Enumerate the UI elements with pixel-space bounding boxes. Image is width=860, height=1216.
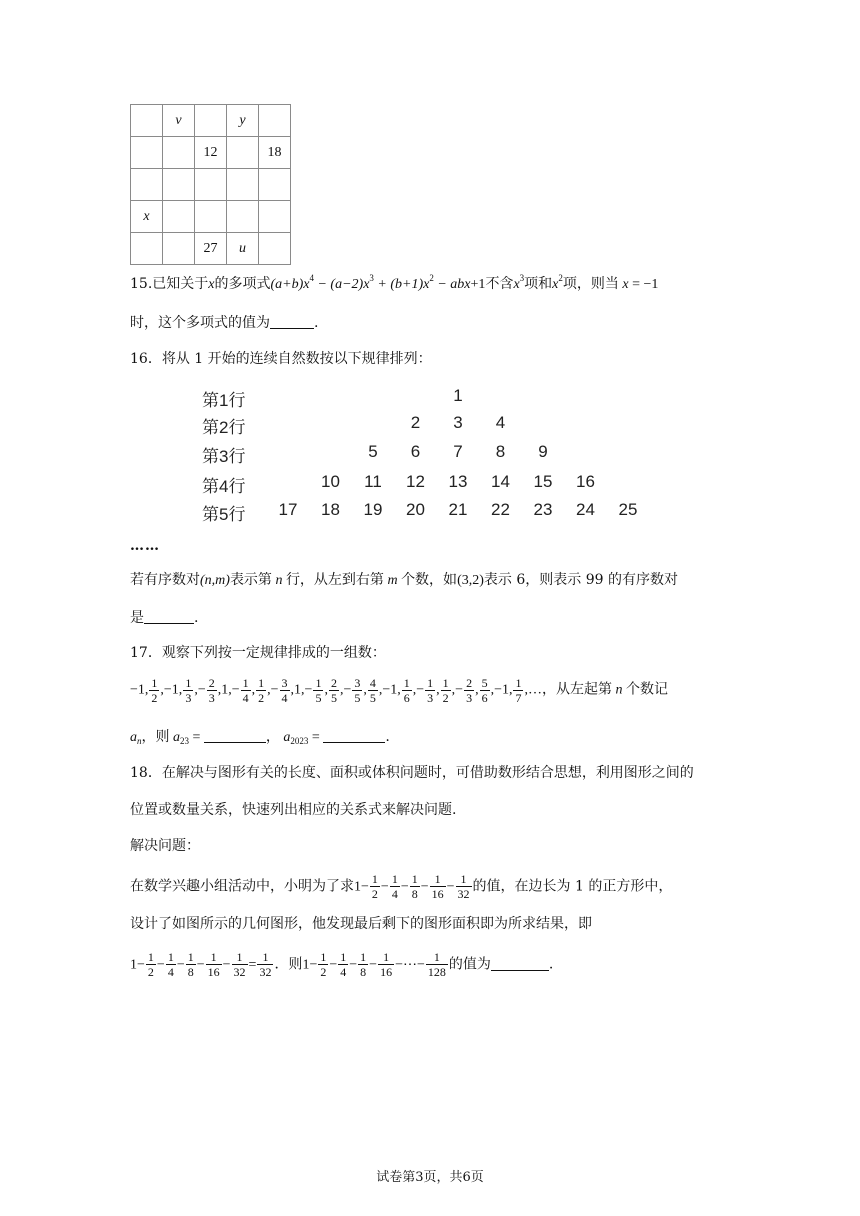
q18-line5: 设计了如图所示的几何图形，他发现最后剩下的图形面积即为所求结果，即 [130,916,592,932]
triangle-number: 10 [321,472,340,491]
triangle-number: 8 [495,442,506,461]
triangle-number: 2 [410,413,421,432]
triangle-number: 1 [453,386,463,405]
page-footer: 试卷第3页，共6页 [376,1170,484,1185]
row-label: 第3行 [202,447,246,466]
grid-cell [163,233,195,265]
grid-cell [195,201,227,233]
triangle-number: 17 [278,500,298,519]
answer-blank[interactable] [491,956,549,971]
grid-cell [227,137,259,169]
grid-row [131,233,291,265]
number-grid [130,104,291,265]
number-triangle [196,380,656,530]
grid-row [131,137,291,169]
triangle-number: 11 [364,472,382,491]
grid-cell: u [227,233,259,265]
triangle-number: 5 [368,442,378,461]
triangle-number: 6 [410,442,421,461]
grid-cell: 12 [195,137,227,169]
grid-cell [131,233,163,265]
grid-cell [195,105,227,137]
ellipsis: …… [130,538,160,554]
grid-row [131,105,291,137]
grid-cell: x [131,201,163,233]
grid-cell [259,201,291,233]
triangle-number: 15 [533,472,553,491]
triangle-number: 13 [448,472,468,491]
triangle-number: 16 [576,472,595,491]
q17-sequence: −1, $\frac{1}{2}$ ,−1, $\frac{1}{3}$ ,− $\frac{2}{3}$ ,1,− $\frac{1}{4}$ , $\frac{1}{2}$ ,− $\frac{3}{4}$ ,1,− $\frac{1}{5}$ , $\frac{2}{5}$ ,− $\frac{3}{5}$ , $\frac{4}{5}$ ,−1, $\frac{1}{6}$ ,− $\frac{1}{3}$ , $\frac{1}{2}$ ,− $\frac{2}{3}$ , $\frac{5}{6}$ ,−1, $\frac{1}{7}$ ,…，从左起第 n 个数记 [130,676,668,705]
grid-cell [131,169,163,201]
grid-cell [163,137,195,169]
row-label: 第5行 [202,505,246,524]
grid-cell [227,201,259,233]
triangle-number: 24 [576,500,595,519]
grid-cell [259,105,291,137]
grid-cell [131,105,163,137]
answer-blank[interactable] [204,728,266,743]
q16-line2: 是 . [130,610,199,626]
triangle-number: 21 [448,500,468,519]
q18-line1: 18．在解决与图形有关的长度、面积或体积问题时，可借助数形结合思想，利用图形之间的 [130,765,694,781]
q18-line2: 位置或数量关系，快速列出相应的关系式来解决问题. [130,802,457,818]
answer-blank[interactable] [323,728,385,743]
triangle-number: 7 [453,442,463,461]
triangle-number: 9 [538,442,548,461]
row-label: 第2行 [202,418,246,437]
q16-desc: 若有序数对(n,m)表示第 n 行，从左到右第 m 个数，如(3,2)表示 6，则表示 99 的有序数对 [130,572,678,588]
q18-line3: 解决问题： [130,838,200,854]
grid-cell [259,233,291,265]
grid-cell: y [227,105,259,137]
grid-cell: v [163,105,195,137]
triangle-number: 22 [491,500,510,519]
triangle-number: 25 [618,500,638,519]
grid-cell: 27 [195,233,227,265]
q18-line6: 1− $\frac{1}{2}$ − $\frac{1}{4}$ − $\frac{1}{8}$ − $\frac{1}{16}$ − $\frac{1}{32}$ = $\frac{1}{32}$ ．则1− $\frac{1}{2}$ − $\frac{1}{4}$ − $\frac{1}{8}$ − $\frac{1}{16}$ −⋯− $\frac{1}{128}$ 的值为 . [130,950,554,979]
grid-cell: 18 [259,137,291,169]
grid-cell [259,169,291,201]
answer-blank[interactable] [270,314,314,329]
triangle-number: 14 [491,472,510,491]
q15-line2: 时，这个多项式的值为 . [130,315,319,331]
triangle-number: 3 [453,413,463,432]
triangle-number: 23 [533,500,553,519]
grid-cell [227,169,259,201]
grid-row [131,201,291,233]
triangle-number: 20 [406,500,425,519]
q16-intro: 16．将从 1 开始的连续自然数按以下规律排列： [130,351,432,367]
answer-blank[interactable] [144,609,194,624]
row-label: 第4行 [202,477,246,496]
grid-cell [163,169,195,201]
q17-line3: $a_n$，则 $a_{23}$ = ， $a_{2023}$ = . [130,729,390,746]
q18-line4: 在数学兴趣小组活动中，小明为了求1− $\frac{1}{2}$ − $\frac{1}{4}$ − $\frac{1}{8}$ − $\frac{1}{16}$ − $\frac{1}{32}$ 的值，在边长为 1 的正方形中， [130,872,673,901]
triangle-number: 12 [406,472,425,491]
q15-line1: 15.已知关于x的多项式$(a+b)x^4 - (a-2)x^3 + (b+1)x^2 - abx+1$不含$x^3$项和$x^2$项，则当 x = −1 [130,273,659,292]
q17-intro: 17．观察下列按一定规律排成的一组数： [130,645,386,661]
row-label: 第1行 [202,391,246,410]
grid-cell [131,137,163,169]
triangle-number: 18 [321,500,340,519]
grid-cell [163,201,195,233]
grid-row [131,169,291,201]
triangle-number: 4 [495,413,506,432]
grid-cell [195,169,227,201]
triangle-number: 19 [363,500,383,519]
